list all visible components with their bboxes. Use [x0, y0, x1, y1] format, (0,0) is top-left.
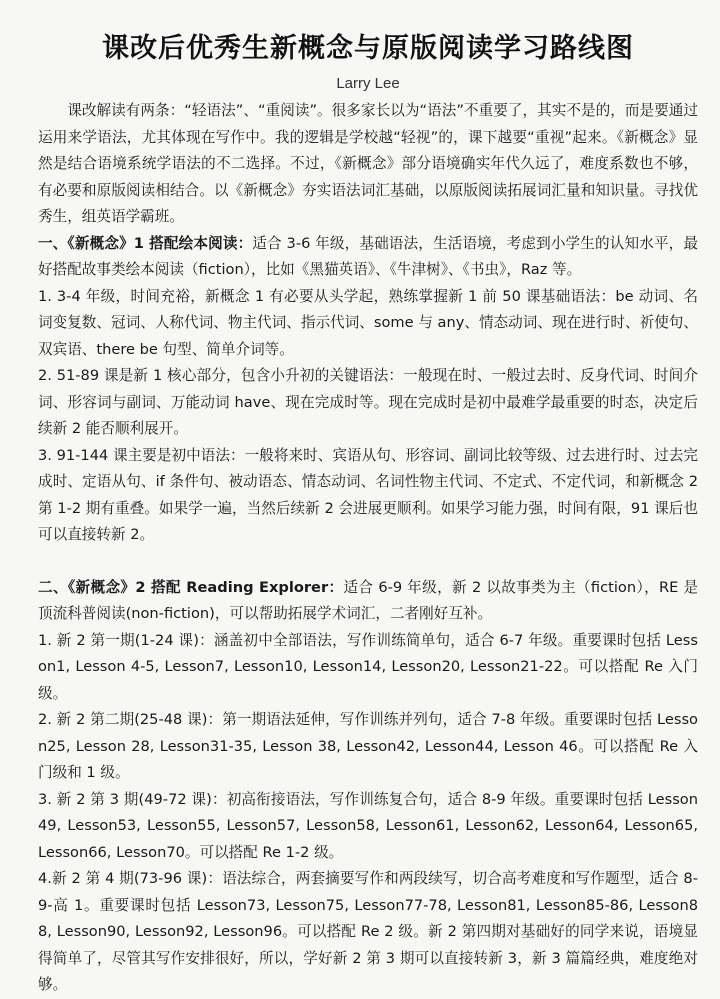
section2-text: 适合 6-9 年级，新 2 以故事类为主（fiction），RE 是顶流科普阅读(non-fiction)，可以帮助拓展学术词汇，二者刚好互补。	[38, 578, 698, 622]
author-name: Larry Lee	[336, 75, 400, 92]
section2-item: 2. 新 2 第二期(25-48 课)：第一期语法延伸，写作训练并列句，适合 7-8 年级。重要课时包括 Lesson25, Lesson 28, Lesson31-35, Lesson 38, Lesson42, Lesson44, Lesson 46。可以搭配 Re 入门级和 1 级。	[38, 711, 698, 781]
document-title: 课改后优秀生新概念与原版阅读学习路线图	[102, 33, 634, 64]
section1-heading: 一、《新概念》1 搭配绘本阅读：	[38, 234, 253, 252]
section2-item: 4.新 2 第 4 期(73-96 课)：语法综合，两套摘要写作和两段续写，切合高考难度和写作题型，适合 8-9-高 1。重要课时包括 Lesson73, Lesson75, Lesson77-78, Lesson81, Lesson85-86, Lesson88, Lesson90, Lesson92, Lesson96。可以搭配 Re 2 级。新 2 第四期对基础好的同学来说，语境显得简单了，尽管其写作安排很好，所以，学好新 2 第 3 期可以直接转新 3，新 3 篇篇经典，难度绝对够。	[38, 870, 698, 993]
section1-item: 3. 91-144 课主要是初中语法：一般将来时、宾语从句、形容词、副词比较等级、过去进行时、过去完成时、定语从句、if 条件句、被动语态、情态动词、名词性物主代词、不定式、不定代词，和新概念 2 第 1-2 期有重叠。如果学一遍，当然后续新 2 会进展更顺利。如果学习能力强，时间有限，91 课后也可以直接转新 2。	[38, 446, 698, 543]
intro-paragraph: 课改解读有两条：“轻语法”、“重阅读”。很多家长以为“语法”不重要了，其实不是的，而是要通过运用来学语法，尤其体现在写作中。我的逻辑是学校越“轻视”的，课下越要“重视”起来。《新概念》显然是结合语境系统学语法的不二选择。不过，《新概念》部分语境确实年代久远了，难度系数也不够，有必要和原版阅读相结合。以《新概念》夯实语法词汇基础，以原版阅读拓展词汇量和知识量。寻找优秀生，组英语学霸班。	[38, 102, 698, 225]
section2-intro	[38, 575, 698, 628]
section2-heading: 二、《新概念》2 搭配 Reading Explorer：	[38, 578, 344, 596]
section1-text: 适合 3-6 年级，基础语法，生活语境，考虑到小学生的认知水平，最好搭配故事类绘本阅读（fiction），比如《黑猫英语》、《牛津树》、《书虫》，Raz 等。	[38, 234, 698, 278]
section1-item: 2. 51-89 课是新 1 核心部分，包含小升初的关键语法：一般现在时、一般过去时、反身代词、时间介词、形容词与副词、万能动词 have、现在完成时等。现在完成时是初中最难学最重要的时态，决定后续新 2 能否顺利展开。	[38, 367, 698, 437]
section2-item: 3. 新 2 第 3 期(49-72 课)：初高衔接语法，写作训练复合句，适合 8-9 年级。重要课时包括 Lesson49, Lesson53, Lesson55, Lesson57, Lesson58, Lesson61, Lesson62, Lesson64, Lesson65, Lesson66, Lesson70。可以搭配 Re 1-2 级。	[38, 790, 698, 861]
section1-item: 1. 3-4 年级，时间充裕，新概念 1 有必要从头学起，熟练掌握新 1 前 50 课基础语法：be 动词、名词变复数、冠词、人称代词、物主代词、指示代词、some 与 any、情态动词、现在进行时、祈使句、双宾语、there be 句型、简单介词等。	[38, 287, 698, 358]
section2-item: 1. 新 2 第一期(1-24 课)：涵盖初中全部语法，写作训练简单句，适合 6-7 年级。重要课时包括 Lesson1, Lesson 4-5, Lesson7, Lesson10, Lesson14, Lesson20, Lesson21-22。可以搭配 Re 入门级。	[38, 631, 698, 702]
section1-intro	[38, 231, 698, 284]
section-spacer	[38, 549, 698, 575]
